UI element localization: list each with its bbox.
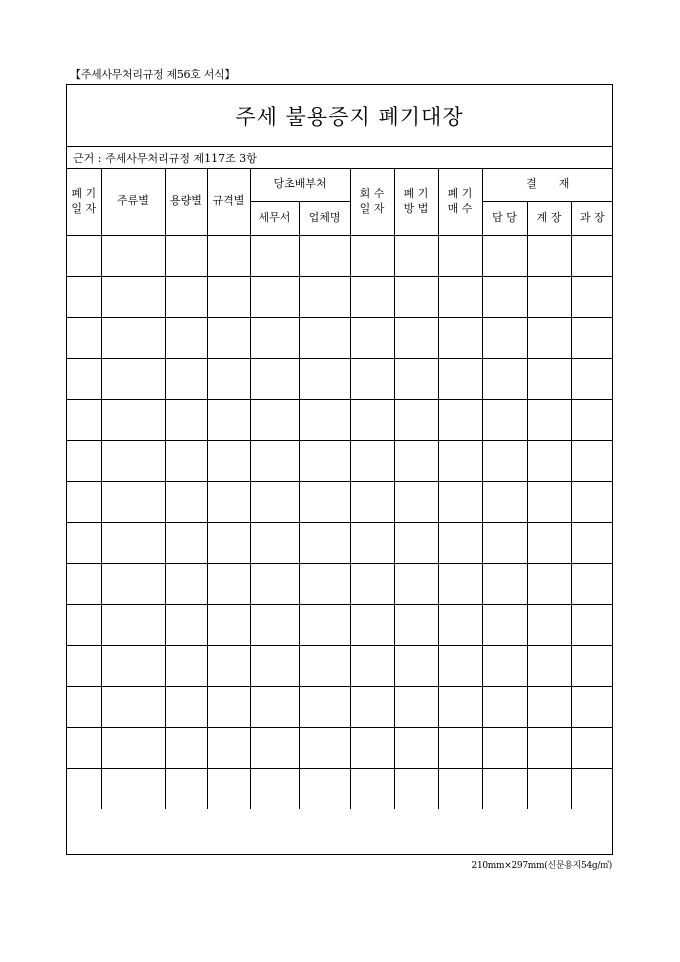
table-cell[interactable] — [438, 522, 482, 563]
table-cell[interactable] — [527, 522, 571, 563]
table-cell[interactable] — [250, 727, 299, 768]
table-cell[interactable] — [527, 768, 571, 809]
table-cell[interactable] — [67, 358, 101, 399]
table-cell[interactable] — [250, 399, 299, 440]
header-original-distributor: 당초배부처 — [250, 169, 350, 201]
table-cell[interactable] — [527, 645, 571, 686]
table-cell[interactable] — [250, 276, 299, 317]
table-cell[interactable] — [67, 768, 101, 809]
header-recovery-date: 회 수 일 자 — [350, 169, 394, 235]
table-cell[interactable] — [527, 481, 571, 522]
table-row — [67, 358, 613, 399]
table-cell[interactable] — [165, 645, 207, 686]
table-cell[interactable] — [482, 276, 527, 317]
table-cell[interactable] — [101, 686, 165, 727]
paper-spec: 210mm×297mm(신문용지54g/㎡) — [471, 861, 612, 871]
header-row-1 — [67, 169, 613, 201]
header-type: 주류별 — [101, 169, 165, 235]
table-row — [67, 768, 613, 809]
table-cell[interactable] — [207, 235, 250, 276]
page-title: 주세 불용증지 폐기대장 — [235, 104, 464, 129]
header-division-chief: 과 장 — [571, 201, 613, 235]
table-cell[interactable] — [67, 440, 101, 481]
title-row — [67, 85, 612, 147]
table-cell[interactable] — [394, 481, 438, 522]
table-cell[interactable] — [250, 235, 299, 276]
header-section-chief: 계 장 — [527, 201, 571, 235]
table-cell[interactable] — [571, 317, 613, 358]
table-cell[interactable] — [101, 317, 165, 358]
table-cell[interactable] — [571, 645, 613, 686]
table-cell[interactable] — [527, 317, 571, 358]
table-cell[interactable] — [67, 317, 101, 358]
table-cell[interactable] — [350, 563, 394, 604]
header-in-charge: 담 당 — [482, 201, 527, 235]
table-row — [67, 440, 613, 481]
table-cell[interactable] — [350, 235, 394, 276]
table-cell[interactable] — [438, 399, 482, 440]
table-cell[interactable] — [394, 399, 438, 440]
table-cell[interactable] — [394, 358, 438, 399]
table-cell[interactable] — [250, 522, 299, 563]
table-cell[interactable] — [394, 604, 438, 645]
table-cell[interactable] — [101, 358, 165, 399]
table-row — [67, 481, 613, 522]
table-row — [67, 399, 613, 440]
table-cell[interactable] — [165, 317, 207, 358]
table-cell[interactable] — [350, 686, 394, 727]
table-cell[interactable] — [207, 604, 250, 645]
table-cell[interactable] — [250, 563, 299, 604]
table-cell[interactable] — [299, 276, 350, 317]
table-cell[interactable] — [438, 645, 482, 686]
table-cell[interactable] — [482, 727, 527, 768]
table-cell[interactable] — [350, 645, 394, 686]
table-cell[interactable] — [165, 686, 207, 727]
table-cell[interactable] — [299, 358, 350, 399]
table-cell[interactable] — [527, 604, 571, 645]
table-cell[interactable] — [350, 481, 394, 522]
table-cell[interactable] — [67, 481, 101, 522]
table-cell[interactable] — [350, 522, 394, 563]
table-cell[interactable] — [438, 235, 482, 276]
table-cell[interactable] — [571, 276, 613, 317]
table-cell[interactable] — [394, 768, 438, 809]
table-cell[interactable] — [299, 235, 350, 276]
table-cell[interactable] — [67, 235, 101, 276]
table-cell[interactable] — [571, 358, 613, 399]
table-cell[interactable] — [250, 768, 299, 809]
table-cell[interactable] — [438, 563, 482, 604]
table-cell[interactable] — [165, 522, 207, 563]
table-cell[interactable] — [207, 727, 250, 768]
header-spec: 규격별 — [207, 169, 250, 235]
table-cell[interactable] — [571, 686, 613, 727]
table-cell[interactable] — [165, 276, 207, 317]
table-cell[interactable] — [67, 522, 101, 563]
table-cell[interactable] — [394, 235, 438, 276]
table-cell[interactable] — [299, 768, 350, 809]
table-cell[interactable] — [207, 686, 250, 727]
table-cell[interactable] — [207, 522, 250, 563]
table-cell[interactable] — [67, 563, 101, 604]
table-cell[interactable] — [101, 768, 165, 809]
table-cell[interactable] — [299, 399, 350, 440]
table-cell[interactable] — [394, 563, 438, 604]
table-cell[interactable] — [394, 317, 438, 358]
table-cell[interactable] — [165, 399, 207, 440]
table-cell[interactable] — [571, 399, 613, 440]
table-cell[interactable] — [350, 399, 394, 440]
table-cell[interactable] — [438, 317, 482, 358]
table-cell[interactable] — [438, 481, 482, 522]
header-approval: 결 재 — [482, 169, 613, 201]
table-cell[interactable] — [438, 686, 482, 727]
table-cell[interactable] — [527, 563, 571, 604]
table-row — [67, 276, 613, 317]
table-cell[interactable] — [207, 768, 250, 809]
table-cell[interactable] — [571, 522, 613, 563]
table-cell[interactable] — [299, 317, 350, 358]
table-cell[interactable] — [438, 358, 482, 399]
table-cell[interactable] — [165, 604, 207, 645]
table-cell[interactable] — [527, 235, 571, 276]
disposal-ledger-table — [67, 169, 613, 809]
table-cell[interactable] — [299, 727, 350, 768]
table-cell[interactable] — [250, 358, 299, 399]
table-row — [67, 604, 613, 645]
table-cell[interactable] — [207, 563, 250, 604]
table-cell[interactable] — [350, 440, 394, 481]
table-cell[interactable] — [350, 358, 394, 399]
table-cell[interactable] — [482, 645, 527, 686]
table-cell[interactable] — [482, 768, 527, 809]
table-cell[interactable] — [67, 686, 101, 727]
legal-basis: 근거 : 주세사무처리규정 제117조 3항 — [73, 151, 257, 165]
table-cell[interactable] — [299, 440, 350, 481]
table-cell[interactable] — [482, 440, 527, 481]
form-reference: 【주세사무처리규정 제56호 서식】 — [70, 68, 236, 81]
table-cell[interactable] — [482, 563, 527, 604]
table-cell[interactable] — [250, 481, 299, 522]
table-cell[interactable] — [67, 727, 101, 768]
table-cell[interactable] — [394, 522, 438, 563]
table-cell[interactable] — [101, 645, 165, 686]
table-cell[interactable] — [165, 481, 207, 522]
table-cell[interactable] — [250, 317, 299, 358]
table-cell[interactable] — [571, 481, 613, 522]
table-cell[interactable] — [207, 317, 250, 358]
table-cell[interactable] — [101, 563, 165, 604]
table-cell[interactable] — [482, 317, 527, 358]
table-cell[interactable] — [571, 727, 613, 768]
table-cell[interactable] — [250, 604, 299, 645]
header-capacity: 용량별 — [165, 169, 207, 235]
table-row — [67, 235, 613, 276]
ledger-form — [66, 84, 613, 855]
header-disposal-count: 폐 기 매 수 — [438, 169, 482, 235]
table-cell[interactable] — [482, 481, 527, 522]
table-row — [67, 686, 613, 727]
table-cell[interactable] — [165, 358, 207, 399]
table-cell[interactable] — [207, 276, 250, 317]
table-cell[interactable] — [527, 399, 571, 440]
table-row — [67, 317, 613, 358]
table-cell[interactable] — [527, 276, 571, 317]
table-cell[interactable] — [250, 440, 299, 481]
table-cell[interactable] — [207, 399, 250, 440]
table-cell[interactable] — [571, 563, 613, 604]
table-cell[interactable] — [165, 727, 207, 768]
table-cell[interactable] — [527, 727, 571, 768]
table-cell[interactable] — [438, 276, 482, 317]
table-cell[interactable] — [101, 235, 165, 276]
table-cell[interactable] — [67, 399, 101, 440]
table-cell[interactable] — [67, 276, 101, 317]
table-cell[interactable] — [299, 645, 350, 686]
table-cell[interactable] — [101, 522, 165, 563]
table-cell[interactable] — [101, 727, 165, 768]
table-row — [67, 727, 613, 768]
table-cell[interactable] — [394, 686, 438, 727]
table-cell[interactable] — [394, 276, 438, 317]
table-cell[interactable] — [165, 440, 207, 481]
table-cell[interactable] — [527, 686, 571, 727]
table-cell[interactable] — [527, 358, 571, 399]
table-cell[interactable] — [394, 727, 438, 768]
table-cell[interactable] — [394, 645, 438, 686]
table-cell[interactable] — [394, 440, 438, 481]
table-cell[interactable] — [101, 276, 165, 317]
table-cell[interactable] — [350, 276, 394, 317]
table-cell[interactable] — [165, 768, 207, 809]
table-row — [67, 563, 613, 604]
table-cell[interactable] — [299, 522, 350, 563]
header-disposal-date: 폐 기 일 자 — [67, 169, 101, 235]
header-disposal-method: 폐 기 방 법 — [394, 169, 438, 235]
table-row — [67, 645, 613, 686]
table-cell[interactable] — [250, 686, 299, 727]
table-cell[interactable] — [101, 399, 165, 440]
table-cell[interactable] — [350, 768, 394, 809]
table-cell[interactable] — [67, 604, 101, 645]
table-cell[interactable] — [571, 768, 613, 809]
table-cell[interactable] — [165, 563, 207, 604]
table-cell[interactable] — [350, 317, 394, 358]
basis-row — [67, 147, 612, 169]
table-cell[interactable] — [101, 481, 165, 522]
table-cell[interactable] — [207, 645, 250, 686]
table-cell[interactable] — [438, 440, 482, 481]
table-cell[interactable] — [438, 727, 482, 768]
table-cell[interactable] — [207, 481, 250, 522]
table-cell[interactable] — [250, 645, 299, 686]
table-cell[interactable] — [165, 235, 207, 276]
header-company-name: 업체명 — [299, 201, 350, 235]
table-cell[interactable] — [438, 604, 482, 645]
table-cell[interactable] — [350, 727, 394, 768]
table-cell[interactable] — [527, 440, 571, 481]
table-cell[interactable] — [571, 440, 613, 481]
table-cell[interactable] — [438, 768, 482, 809]
table-cell[interactable] — [207, 358, 250, 399]
table-cell[interactable] — [101, 440, 165, 481]
table-cell[interactable] — [299, 604, 350, 645]
table-cell[interactable] — [482, 358, 527, 399]
table-cell[interactable] — [571, 604, 613, 645]
table-cell[interactable] — [482, 235, 527, 276]
table-cell[interactable] — [482, 604, 527, 645]
table-cell[interactable] — [101, 604, 165, 645]
table-cell[interactable] — [482, 399, 527, 440]
table-row — [67, 522, 613, 563]
table-cell[interactable] — [571, 235, 613, 276]
table-cell[interactable] — [207, 440, 250, 481]
table-cell[interactable] — [299, 563, 350, 604]
header-tax-office: 세무서 — [250, 201, 299, 235]
table-cell[interactable] — [482, 522, 527, 563]
table-cell[interactable] — [67, 645, 101, 686]
table-cell[interactable] — [299, 481, 350, 522]
table-cell[interactable] — [350, 604, 394, 645]
table-cell[interactable] — [299, 686, 350, 727]
table-cell[interactable] — [482, 686, 527, 727]
